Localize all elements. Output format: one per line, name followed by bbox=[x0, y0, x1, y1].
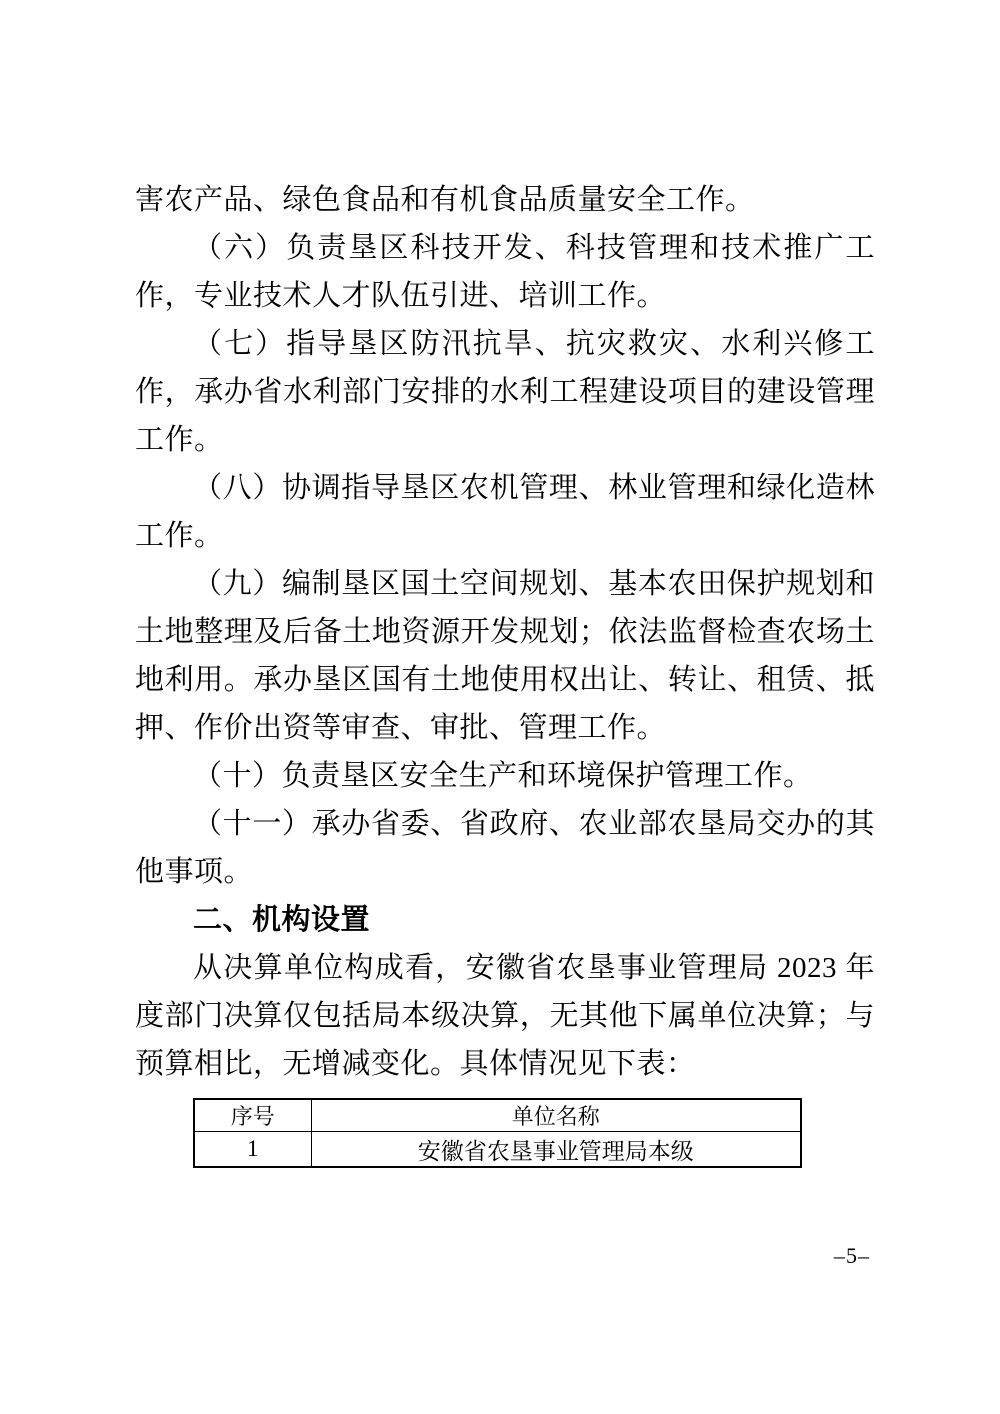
paragraph-item-11: （十一）承办省委、省政府、农业部农垦局交办的其他事项。 bbox=[135, 808, 875, 888]
paragraph-item-6: （六）负责垦区科技开发、科技管理和技术推广工作，专业技术人才队伍引进、培训工作。 bbox=[135, 232, 875, 312]
paragraph-item-8: （八）协调指导垦区农机管理、林业管理和绿化造林工作。 bbox=[135, 472, 875, 552]
paragraph-item-10: （十）负责垦区安全生产和环境保护管理工作。 bbox=[193, 760, 813, 792]
paragraph-item-7: （七）指导垦区防汛抗旱、抗灾救灾、水利兴修工作，承办省水利部门安排的水利工程建设项目的建设管理工作。 bbox=[135, 328, 875, 456]
section-heading-org-setup: 二、机构设置 bbox=[193, 904, 371, 936]
unit-name-cell: 安徽省农垦事业管理局本级 bbox=[311, 1132, 801, 1168]
paragraph-continuation: 害农产品、绿色食品和有机食品质量安全工作。 bbox=[135, 184, 755, 216]
row-index-cell: 1 bbox=[194, 1132, 311, 1168]
table-header-index: 序号 bbox=[194, 1099, 311, 1132]
table-header-row bbox=[194, 1099, 801, 1132]
table-header-unit-name: 单位名称 bbox=[311, 1099, 801, 1132]
document-body bbox=[135, 176, 875, 1168]
page-number: –5– bbox=[834, 1243, 870, 1268]
paragraph-org-intro: 从决算单位构成看，安徽省农垦事业管理局 2023 年度部门决算仅包括局本级决算，无其他下属单位决算；与预算相比，无增减变化。具体情况见下表： bbox=[135, 952, 875, 1080]
table-row bbox=[194, 1132, 801, 1168]
paragraph-item-9: （九）编制垦区国土空间规划、基本农田保护规划和土地整理及后备土地资源开发规划；依法监督检查农场土地利用。承办垦区国有土地使用权出让、转让、租赁、抵押、作价出资等审查、审批、管理工作。 bbox=[135, 568, 875, 744]
unit-table bbox=[193, 1098, 802, 1168]
